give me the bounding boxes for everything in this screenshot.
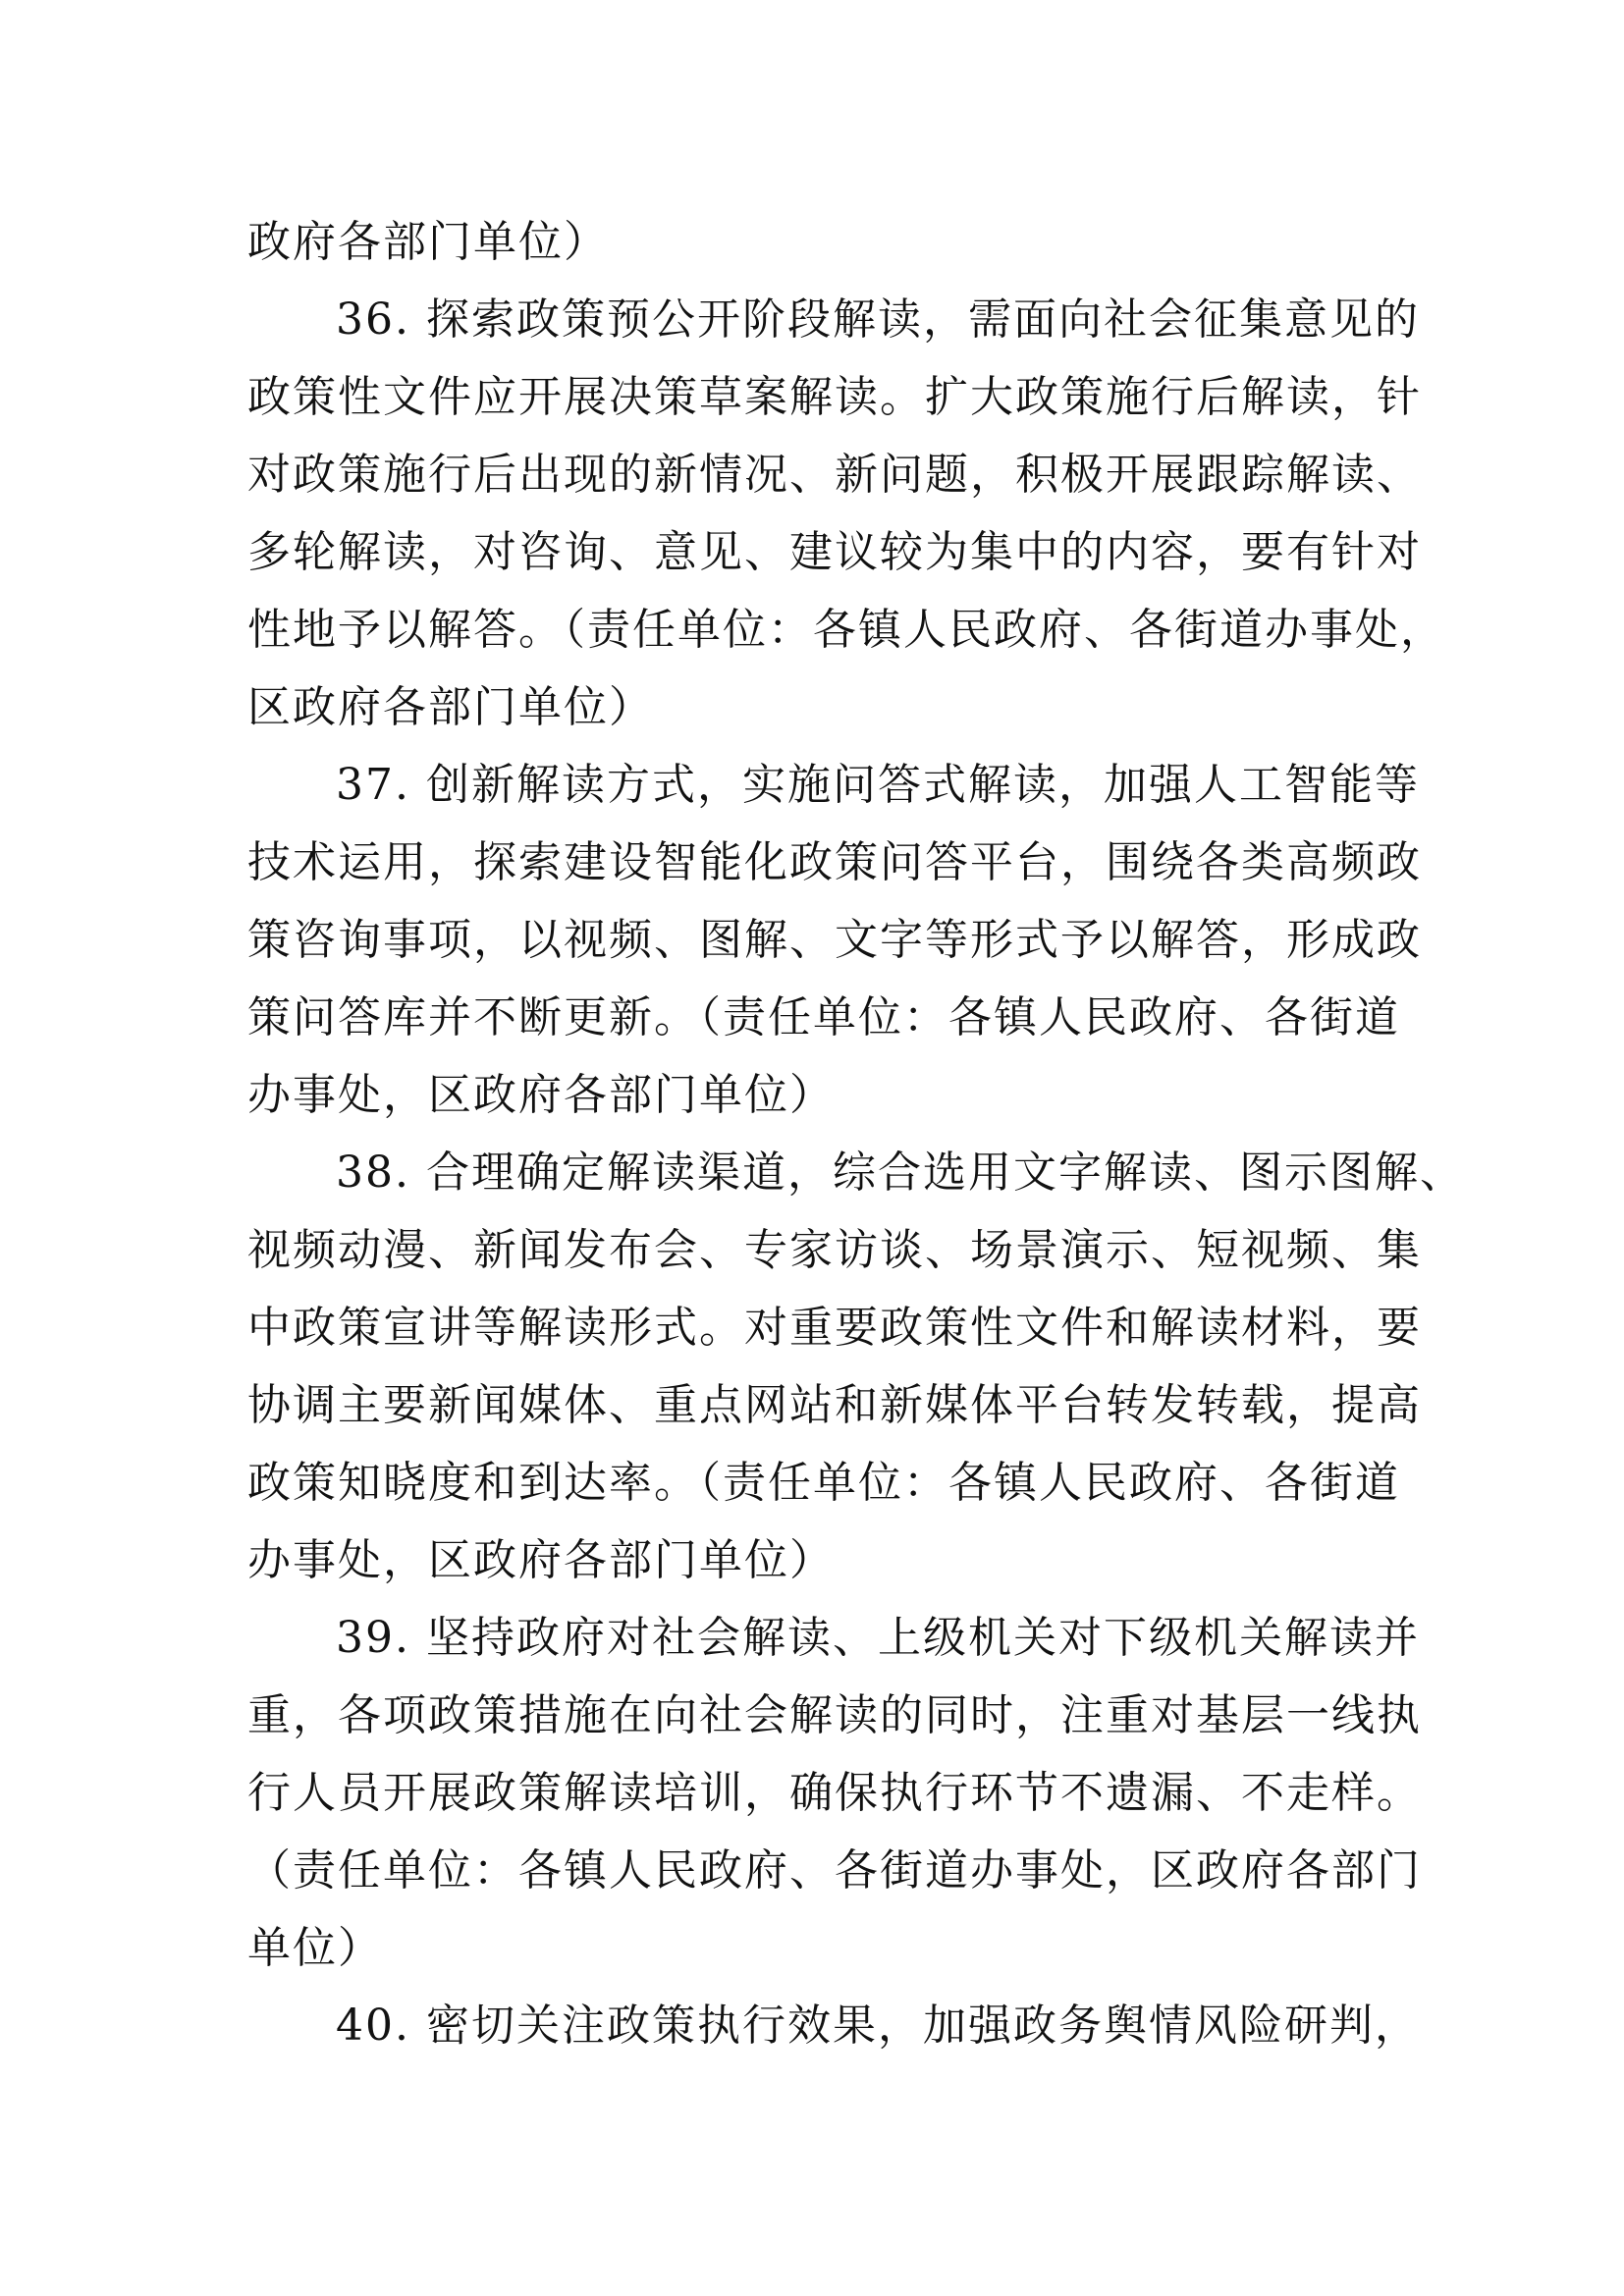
text-line: 多轮解读，对咨询、意见、建议较为集中的内容，要有针对 bbox=[247, 527, 1422, 577]
text-line: 视频动漫、新闻发布会、专家访谈、场景演示、短视频、集 bbox=[247, 1225, 1422, 1275]
text-line: 政策性文件应开展决策草案解读。扩大政策施行后解读，针 bbox=[247, 372, 1422, 422]
text-line: 策咨询事项，以视频、图解、文字等形式予以解答，形成政 bbox=[247, 915, 1422, 965]
text-line: 策问答库并不断更新。（责任单位：各镇人民政府、各街道 bbox=[247, 992, 1400, 1042]
text-line: 重，各项政策措施在向社会解读的同时，注重对基层一线执 bbox=[247, 1690, 1422, 1740]
text-line: 办事处，区政府各部门单位） bbox=[247, 1535, 835, 1585]
text-line: 协调主要新闻媒体、重点网站和新媒体平台转发转载，提高 bbox=[247, 1380, 1422, 1430]
text-line: 对政策施行后出现的新情况、新问题，积极开展跟踪解读、 bbox=[247, 450, 1422, 500]
text-line: 政府各部门单位） bbox=[247, 217, 609, 267]
item-38-first-line: 38. 合理确定解读渠道，综合选用文字解读、图示图解、 bbox=[336, 1148, 1465, 1198]
text-line: （责任单位：各镇人民政府、各街道办事处，区政府各部门 bbox=[247, 1845, 1422, 1896]
text-line: 技术运用，探索建设智能化政策问答平台，围绕各类高频政 bbox=[247, 837, 1422, 887]
item-37-first-line: 37. 创新解读方式，实施问答式解读，加强人工智能等 bbox=[336, 760, 1420, 810]
text-line: 政策知晓度和到达率。（责任单位：各镇人民政府、各街道 bbox=[247, 1458, 1400, 1508]
text-line: 中政策宣讲等解读形式。对重要政策性文件和解读材料，要 bbox=[247, 1303, 1422, 1353]
item-40-first-line: 40. 密切关注政策执行效果，加强政务舆情风险研判， bbox=[336, 2001, 1420, 2051]
text-line: 单位） bbox=[247, 1923, 383, 1973]
item-36-first-line: 36. 探索政策预公开阶段解读，需面向社会征集意见的 bbox=[336, 294, 1420, 345]
text-line: 区政府各部门单位） bbox=[247, 682, 654, 732]
text-line: 办事处，区政府各部门单位） bbox=[247, 1070, 835, 1120]
text-line: 性地予以解答。（责任单位：各镇人民政府、各街道办事处， bbox=[247, 605, 1445, 655]
item-39-first-line: 39. 坚持政府对社会解读、上级机关对下级机关解读并 bbox=[336, 1613, 1420, 1663]
text-line: 行人员开展政策解读培训，确保执行环节不遗漏、不走样。 bbox=[247, 1768, 1422, 1818]
